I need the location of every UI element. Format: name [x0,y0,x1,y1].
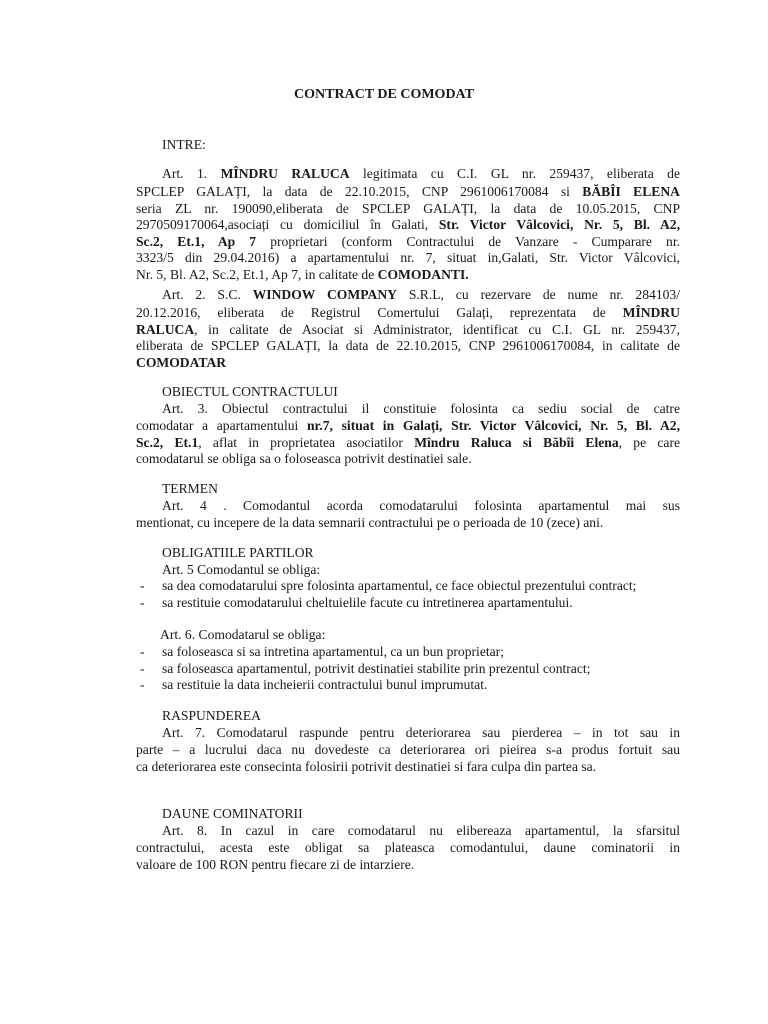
article-7-body: parte – a lucrului daca nu dovedeste ca deteriorarea ori pieirea s-a produs fortuit sau ca deteriorarea este consecinta folosirii potrivit destinatiei si fara culpa din partea sa. [136,742,680,774]
article-1 [162,166,680,183]
party-name-2: BĂBÎI ELENA [582,184,680,199]
article-2: Art. 2. S.C. WINDOW COMPANY S.R.L, cu rezervare de nume nr. 284103/ [162,287,680,302]
list-item: - sa restituie comodatarului cheltuielile facute cu intretinerea apartamentului. [140,594,573,610]
party-name-1: MÎNDRU RALUCA [220,166,350,181]
article-8-body: contractului, acesta este obligat sa plateasca comodantului, daune cominatorii in valoare de 100 RON pentru fiecare zi de intarziere. [136,840,680,872]
list-item: - sa foloseasca apartamentul, potrivit destinatiei stabilite prin prezentul contract; [140,660,591,676]
article-5: Art. 5 Comodantul se obliga: [162,562,321,577]
article-1-line-1: Art. 1. MÎNDRU RALUCA legitimata cu C.I. GL nr. 259437, eliberata de [162,166,680,181]
section-obligatii-heading: OBLIGATIILE PARTILOR [162,545,314,560]
list-item: - sa foloseasca si sa intretina apartamentul, ca un bun proprietar; [140,644,504,659]
article-8: Art. 8. In cazul in care comodatarul nu elibereaza apartamentul, la sfarsitul [162,823,680,838]
list-item: - sa dea comodatarului spre folosinta apartamentul, ce face obiectul prezentului contract; [140,578,637,593]
article-3: Art. 3. Obiectul contractului il constituie folosinta ca sediu social de catre [162,401,680,416]
article-4-body: mentionat, cu incepere de la data semnarii contractului pe o perioada de 10 (zece) ani. [136,515,604,530]
article-7: Art. 7. Comodatarul raspunde pentru deteriorarea sau pierderea – in tot sau in [162,725,680,740]
section-raspundere-heading: RASPUNDEREA [162,708,261,723]
section-daune-heading: DAUNE COMINATORII [162,806,303,821]
article-6: Art. 6. Comodatarul se obliga: [160,627,326,642]
article-2-body: 20.12.2016, eliberata de Registrul Comertului Galați, reprezentata de MÎNDRU RALUCA, in calitate de Asociat si Administrator, identificat cu C.I. GL nr. 259437, eliberata de SPCLEP GALAȚI, la data de 22.10.2015, CNP 2961006170084, in calitate de COMODATAR [136,305,680,370]
section-termen-heading: TERMEN [162,481,218,496]
document-title: CONTRACT DE COMODAT [294,87,474,102]
intre-label: INTRE: [162,137,206,152]
article-5-list [140,578,680,611]
article-4: Art. 4 . Comodantul acorda comodatarului folosinta apartamentul mai sus [162,498,680,513]
list-item: - sa restituie la data incheierii contractului bunul imprumutat. [140,677,488,693]
article-6-list [140,644,680,694]
article-3-body: comodatar a apartamentului nr.7, situat in Galați, Str. Victor Vâlcovici, Nr. 5, Bl. A2, Sc.2, Et.1, aflat in proprietatea asociatilor Mîndru Raluca si Băbîi Elena, pe care comodatarul se obliga sa o foloseasca potrivit destinatiei sale. [136,418,680,467]
section-obiect-heading: OBIECTUL CONTRACTULUI [162,384,338,399]
article-1-body: SPCLEP GALAȚI, la data de 22.10.2015, CNP 2961006170084 si BĂBÎI ELENA seria ZL nr. 190090,eliberata de SPCLEP GALAȚI, la data de 10.05.2015, CNP 2970509170064,asociați cu domiciliul în Galati, Str. Victor Vâlcovici, Nr. 5, Bl. A2, Sc.2, Et.1, Ap 7 proprietari (conform Contractului de Vanzare - Cumparare nr. 3323/5 din 29.04.2016) a apartamentului nr. 7, situat in,Galati, Str. Victor Vâlcovici, Nr. 5, Bl. A2, Sc.2, Et.1, Ap 7, in calitate de COMODANTI. [136,184,681,282]
